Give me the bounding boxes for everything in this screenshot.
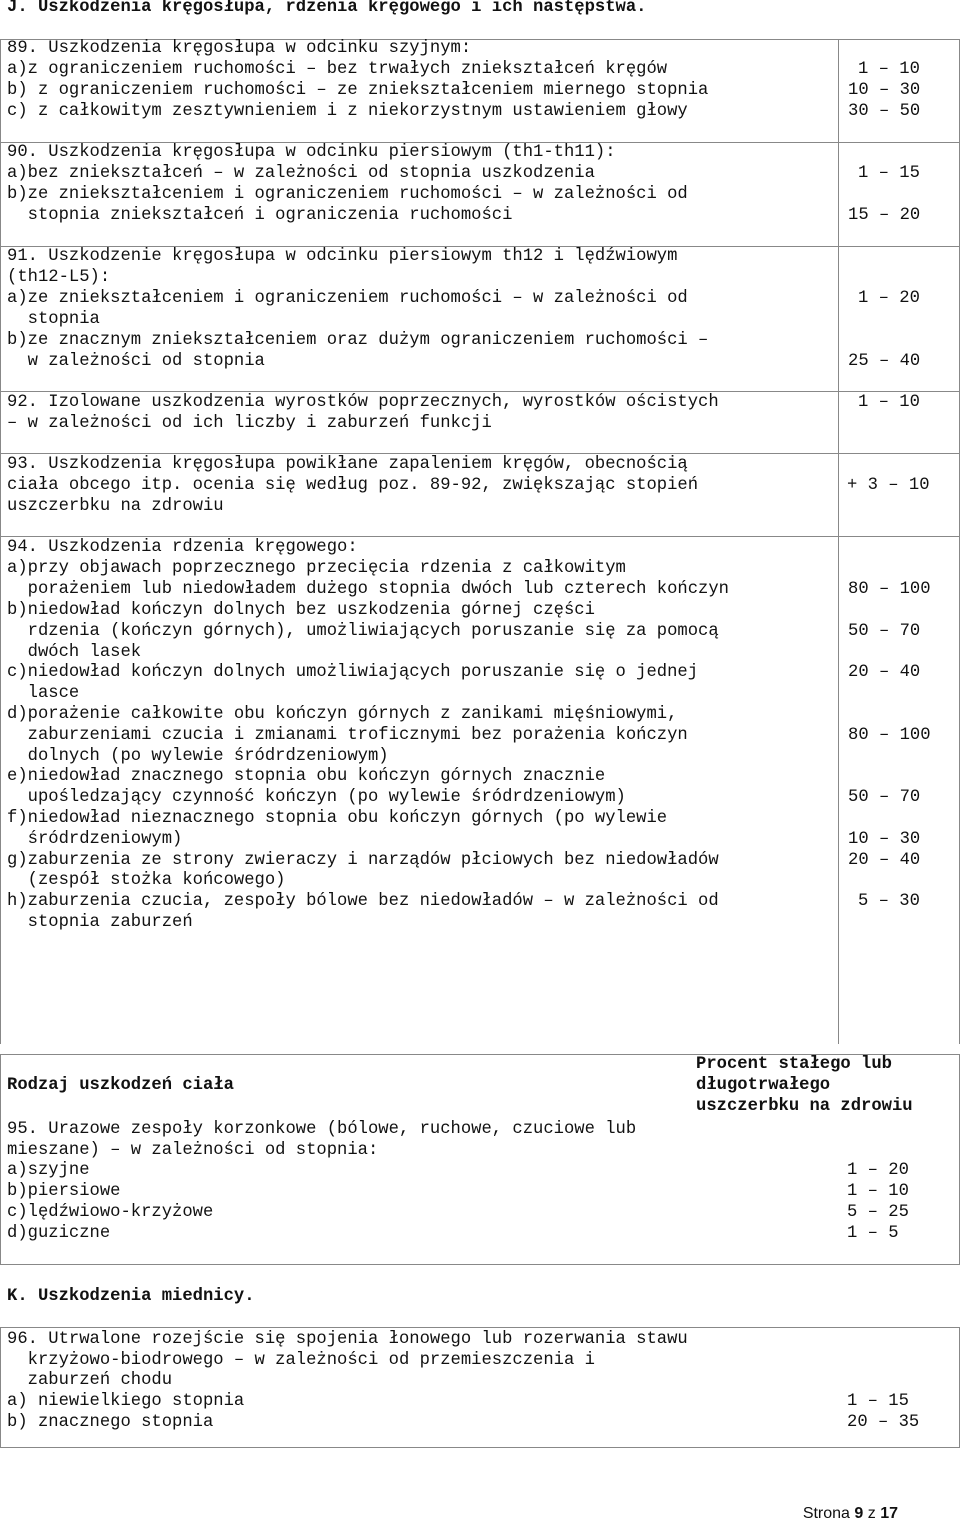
footer-page-total: 17 <box>880 1505 898 1522</box>
row-90-value: 15 – 20 <box>848 206 921 225</box>
table-border-left <box>0 39 1 1044</box>
row-90-line: b)ze zniekształceniem i ograniczeniem ruchomości – w zależności od <box>7 185 688 204</box>
row-95-value: 5 – 25 <box>847 1203 909 1222</box>
row-94-line: f)niedowład nieznacznego stopnia obu kończyn górnych (po wylewie <box>7 809 668 828</box>
footer-prefix: Strona <box>802 1505 855 1522</box>
table-column-divider <box>838 39 839 1044</box>
row-95-line: d)guziczne <box>7 1224 111 1243</box>
row-89-value: 30 – 50 <box>848 102 921 121</box>
row-93-line: uszczerbku na zdrowiu <box>7 497 224 516</box>
row-96-line: a) niewielkiego stopnia <box>7 1392 245 1411</box>
row-96-line: zaburzeń chodu <box>7 1371 173 1390</box>
row-89-line: c) z całkowitym zesztywnieniem i z niekorzystnym ustawieniem głowy <box>7 102 688 121</box>
table3-border-bottom <box>0 1447 960 1448</box>
row-89-line: b) z ograniczeniem ruchomości – ze zniekształceniem miernego stopnia <box>7 81 709 100</box>
row-90-line: 90. Uszkodzenia kręgosłupa w odcinku piersiowym (th1-th11): <box>7 143 616 162</box>
row-92-line: 92. Izolowane uszkodzenia wyrostków poprzecznych, wyrostków ościstych <box>7 393 719 412</box>
row-91-line: a)ze zniekształceniem i ograniczeniem ruchomości – w zależności od <box>7 289 688 308</box>
row-94-line: śródrdzeniowym) <box>7 830 183 849</box>
row-94-line: stopnia zaburzeń <box>7 913 193 932</box>
section-k-title: K. Uszkodzenia miednicy. <box>7 1287 255 1306</box>
row-94-line: d)porażenie całkowite obu kończyn górnych z zanikami mięśniowymi, <box>7 705 678 724</box>
row-89-line: a)z ograniczeniem ruchomości – bez trwałych zniekształceń kręgów <box>7 60 668 79</box>
row-89-line: 89. Uszkodzenia kręgosłupa w odcinku szyjnym: <box>7 39 472 58</box>
row-93-line: ciała obcego itp. ocenia się według poz. 89-92, zwiększając stopień <box>7 476 699 495</box>
row-95-line: mieszane) – w zależności od stopnia: <box>7 1141 379 1160</box>
row-96-line: b) znacznego stopnia <box>7 1413 214 1432</box>
row-91-line: 91. Uszkodzenie kręgosłupa w odcinku piersiowym th12 i lędźwiowym <box>7 247 678 266</box>
row-94-line: porażeniem lub niedowładem dużego stopnia dwóch lub czterech kończyn <box>7 580 729 599</box>
row-96-line: krzyżowo-biodrowego – w zależności od przemieszczenia i <box>7 1351 595 1370</box>
header-procent-line: Procent stałego lub <box>696 1055 892 1074</box>
row-95-line: b)piersiowe <box>7 1182 121 1201</box>
row-94-line: rdzenia (kończyn górnych), umożliwiających poruszanie się za pomocą <box>7 622 719 641</box>
row-94-value: 5 – 30 <box>858 892 920 911</box>
row-94-line: c)niedowład kończyn dolnych umożliwiających poruszanie się o jednej <box>7 663 699 682</box>
row-94-line: b)niedowład kończyn dolnych bez uszkodzenia górnej części <box>7 601 595 620</box>
row-95-value: 1 – 20 <box>847 1161 909 1180</box>
row-95-value: 1 – 10 <box>847 1182 909 1201</box>
row-91-line: w zależności od stopnia <box>7 352 265 371</box>
row-93-line: 93. Uszkodzenia kręgosłupa powikłane zapaleniem kręgów, obecnością <box>7 455 688 474</box>
header-rodzaj: Rodzaj uszkodzeń ciała <box>7 1076 234 1095</box>
row-92-line: – w zależności od ich liczby i zaburzeń funkcji <box>7 414 492 433</box>
row-94-value: 50 – 70 <box>848 788 921 807</box>
row-91-value: 25 – 40 <box>848 352 921 371</box>
row-93-value: + 3 – 10 <box>847 476 930 495</box>
row-94-line: upośledzający czynność kończyn (po wylewie śródrdzeniowym) <box>7 788 626 807</box>
row-divider <box>0 391 960 392</box>
row-92-value: 1 – 10 <box>858 393 920 412</box>
row-91-line: stopnia <box>7 310 100 329</box>
row-90-line: a)bez zniekształceń – w zależności od stopnia uszkodzenia <box>7 164 595 183</box>
row-95-line: a)szyjne <box>7 1161 90 1180</box>
row-94-line: dwóch lasek <box>7 643 142 662</box>
row-divider <box>0 453 960 454</box>
row-91-line: (th12-L5): <box>7 268 111 287</box>
row-91-value: 1 – 20 <box>858 289 920 308</box>
header-procent-line: długotrwałego <box>696 1076 831 1095</box>
row-96-value: 1 – 15 <box>847 1392 909 1411</box>
row-94-line: zaburzeniami czucia i zmianami troficznymi bez porażenia kończyn <box>7 726 688 745</box>
row-90-value: 1 – 15 <box>858 164 920 183</box>
row-89-value: 1 – 10 <box>858 60 920 79</box>
footer-page-number: 9 <box>854 1505 864 1522</box>
row-94-value: 50 – 70 <box>848 622 921 641</box>
row-divider <box>0 536 960 537</box>
header-procent-line: uszczerbku na zdrowiu <box>696 1097 913 1116</box>
row-90-line: stopnia zniekształceń i ograniczenia ruchomości <box>7 206 513 225</box>
footer-middle: z <box>863 1505 881 1522</box>
row-94-value: 20 – 40 <box>848 851 921 870</box>
row-94-line: e)niedowład znacznego stopnia obu kończyn górnych znacznie <box>7 767 606 786</box>
table3-border-left <box>0 1327 1 1447</box>
table3-border-top <box>0 1327 960 1328</box>
row-94-line: (zespół stożka końcowego) <box>7 871 286 890</box>
row-94-line: lasce <box>7 684 80 703</box>
row-91-line: b)ze znacznym zniekształceniem oraz dużym ograniczeniem ruchomości – <box>7 331 709 350</box>
row-89-value: 10 – 30 <box>848 81 921 100</box>
row-96-line: 96. Utrwalone rozejście się spojenia łonowego lub rozerwania stawu <box>7 1330 688 1349</box>
row-94-line: g)zaburzenia ze strony zwieraczy i narządów płciowych bez niedowładów <box>7 851 719 870</box>
row-94-line: dolnych (po wylewie śródrdzeniowym) <box>7 747 389 766</box>
row-95-line: 95. Urazowe zespoły korzonkowe (bólowe, ruchowe, czuciowe lub <box>7 1120 637 1139</box>
row-95-value: 1 – 5 <box>847 1224 899 1243</box>
table2-border-bottom <box>0 1264 960 1265</box>
page-footer <box>803 1505 898 1523</box>
table2-border-left <box>0 1054 1 1264</box>
row-94-value: 80 – 100 <box>848 580 931 599</box>
row-96-value: 20 – 35 <box>847 1413 920 1432</box>
row-94-value: 80 – 100 <box>848 726 931 745</box>
row-94-line: 94. Uszkodzenia rdzenia kręgowego: <box>7 538 358 557</box>
section-j-title: J. Uszkodzenia kręgosłupa, rdzenia kręgowego i ich następstwa. <box>7 0 647 17</box>
row-94-line: h)zaburzenia czucia, zespoły bólowe bez niedowładów – w zależności od <box>7 892 719 911</box>
row-94-line: a)przy objawach poprzecznego przecięcia rdzenia z całkowitym <box>7 559 626 578</box>
row-94-value: 10 – 30 <box>848 830 921 849</box>
row-94-value: 20 – 40 <box>848 663 921 682</box>
row-95-line: c)lędźwiowo-krzyżowe <box>7 1203 214 1222</box>
